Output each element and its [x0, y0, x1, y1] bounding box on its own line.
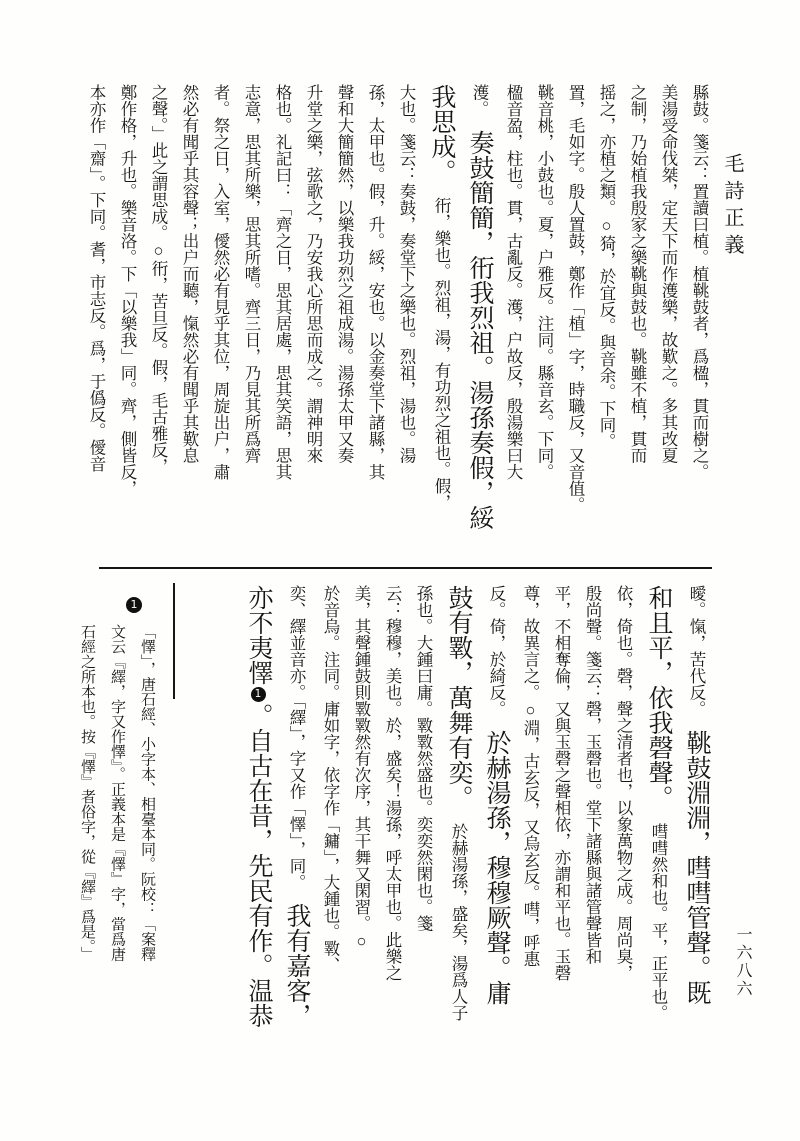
annotation-text: 格也。礼記曰：「齊之日，思其居處，思其笑語，思其: [273, 84, 292, 480]
text-column: [236, 84, 267, 572]
text-column: [239, 585, 277, 1057]
text-column: [377, 585, 408, 1057]
verse-text: 和且平，依我磬聲。: [645, 585, 672, 810]
text-column: [560, 84, 591, 572]
annotation-text: 美湯受命伐桀，定天下而作濩樂，故歎之。多其改夏: [659, 84, 678, 464]
footnote-block: [68, 624, 162, 1054]
annotation-text: 之聲。」此之謂思成。○衎，苦旦反。假，毛古雅反，: [149, 84, 168, 475]
verse-text: 我有嘉客，: [283, 903, 310, 1029]
annotation-text: 孫也。大鍾曰庸。斁斁然盛也。奕奕然閑也。箋: [414, 585, 433, 932]
annotation-text: 嘒嘒然和也。平，正平也。: [649, 823, 668, 1021]
verse-text: 鞉鼓淵淵，嘒嘒管聲。既: [683, 730, 710, 1005]
annotation-text: 楹音盈，柱也。貫，古亂反。濩，户故反，殷湯樂曰大: [504, 84, 523, 480]
footnote-divider-line: [173, 583, 175, 699]
text-column: [653, 84, 684, 572]
text-column: [205, 84, 236, 572]
text-column: [72, 624, 102, 1054]
text-column: [174, 84, 205, 572]
annotation-text: 鞉音桃，小鼓也。夏，户雅反。注同。縣音玄。下同。: [535, 84, 554, 480]
annotation-text: 聲和大簡簡然，以樂我功烈之祖成湯。湯孫太甲又奏: [335, 84, 354, 464]
annotation-text: 置，毛如字。殷人置鼓，鄭作「植」字，時職反，又音值。: [566, 84, 585, 513]
verse-text: 亦不夷懌: [245, 585, 272, 685]
verse-text: 於赫湯孫，穆穆厥聲。庸: [483, 730, 510, 1005]
text-column: [102, 624, 132, 1054]
annotation-text: 云：穆穆，美也。於，盛矣！湯孫，呼太甲也。此樂之: [383, 585, 402, 981]
text-column: [477, 585, 515, 1057]
text-block-bottom: [235, 585, 715, 1057]
annotation-text: 大也。箋云：奏鼓，奏堂下之樂也。烈祖，湯也。湯: [397, 84, 416, 464]
text-column: [608, 585, 639, 1057]
text-column: [639, 585, 677, 1057]
annotation-text: 本亦作「齋」。下同。耆，市志反。爲，于僞反。僾音: [87, 84, 106, 472]
text-column: [132, 624, 162, 1054]
text-column: [684, 84, 715, 572]
verse-text: 我思成。: [428, 84, 455, 184]
annotation-text: 志意，思其所樂，思其所嗜。齊三日，乃見其所爲齊: [242, 84, 261, 464]
text-column: [360, 84, 391, 572]
annotation-text: 濩。: [470, 84, 489, 117]
text-column: [460, 84, 498, 572]
annotation-text: 衎，樂也。烈祖，湯，有功烈之祖也。假，: [432, 197, 451, 511]
annotation-text: 尊，故異言之。○淵，古玄反，又烏玄反。嘒，呼惠: [521, 585, 540, 967]
text-column: [329, 84, 360, 572]
annotation-text: 平，不相奪倫，又與玉磬之聲相依，亦謂和平也。玉磬: [552, 585, 571, 981]
annotation-text: 於音烏。注同。庸如字，依字作「鏞」，大鍾也。斁、: [321, 585, 340, 973]
annotation-text: 文云『繹，字又作懌』。正義本是『懌』字，當爲唐: [109, 624, 125, 962]
text-column: [298, 84, 329, 572]
text-column: [622, 84, 653, 572]
text-column: [577, 585, 608, 1057]
annotation-text: 奕、繹並音亦。「繹」，字又作「懌」，同。: [287, 585, 306, 891]
text-column: [591, 84, 622, 572]
text-column: [277, 585, 315, 1057]
verse-text: 。自古在昔，先民有作。温恭: [245, 703, 272, 1028]
annotation-text: 鄭作格，升也。樂音洛。下「以樂我」同。齊，側皆反，: [118, 84, 137, 497]
text-column: [112, 84, 143, 572]
annotation-text: 曖。愾，苦代反。: [687, 585, 706, 717]
annotation-text: 於赫湯孫，盛矣，湯爲人子: [449, 823, 468, 1021]
verse-text: 奏鼓簡簡，衎我烈祖。湯孫奏假，綏: [466, 130, 493, 530]
footnote-ref-marker: 1: [251, 687, 266, 702]
annotation-text: 石經之所本也。按『懌』者俗字，從『繹』爲是。」: [79, 624, 95, 962]
text-column: [422, 84, 460, 572]
text-column: [143, 84, 174, 572]
annotation-text: 殷尚聲。箋云：磬，玉磬也。堂下諸縣與諸管聲皆和: [583, 585, 602, 965]
text-column: [346, 585, 377, 1057]
text-column: [81, 84, 112, 572]
footnote-marker: 1: [126, 597, 142, 613]
annotation-text: 摇之，亦植之類。○猗，於宜反。與音余。下同。: [597, 84, 616, 450]
text-column: [408, 585, 439, 1057]
text-column: [529, 84, 560, 572]
text-block-top: [75, 84, 715, 572]
text-column: [498, 84, 529, 572]
annotation-text: 者。祭之日，入室，僾然必有見乎其位，周旋出户，肅: [211, 84, 230, 480]
annotation-text: 之制，乃始植我殷家之樂鞉與鼓也。鞉雖不植，貫而: [628, 84, 647, 464]
text-column: [439, 585, 477, 1057]
section-divider-line: [99, 567, 712, 569]
annotation-text: 反。倚，於綺反。: [487, 585, 506, 717]
annotation-text: 孫，太甲也。假，升。綏，安也。以金奏堂下諸縣，其: [366, 84, 385, 480]
annotation-text: 美，其聲鍾鼓則斁斁然有次序，其干舞又閑習。○: [352, 585, 371, 951]
text-column: [267, 84, 298, 572]
annotation-text: 依，倚也。磬，聲之清者也，以象萬物之成。周尚臭，: [614, 585, 633, 981]
page-number: 一六八六: [734, 926, 751, 998]
annotation-text: 「懌」，唐石經、小字本、相臺本同。阮校：「案釋: [139, 624, 155, 962]
text-column: [515, 585, 546, 1057]
verse-text: 鼓有斁，萬舞有奕。: [445, 585, 472, 810]
text-column: [315, 585, 346, 1057]
text-column: [391, 84, 422, 572]
annotation-text: 升堂之樂，弦歌之，乃安我心所思而成之。謂神明來: [304, 84, 323, 464]
text-column: [677, 585, 715, 1057]
book-title: 毛詩正義: [721, 153, 743, 261]
text-column: [546, 585, 577, 1057]
annotation-text: 縣鼓。箋云：置讀曰植。植鞉鼓者，爲楹，貫而樹之。: [690, 84, 709, 480]
annotation-text: 然必有聞乎其容聲；出户而聽，愾然必有聞乎其歎息: [180, 84, 199, 464]
